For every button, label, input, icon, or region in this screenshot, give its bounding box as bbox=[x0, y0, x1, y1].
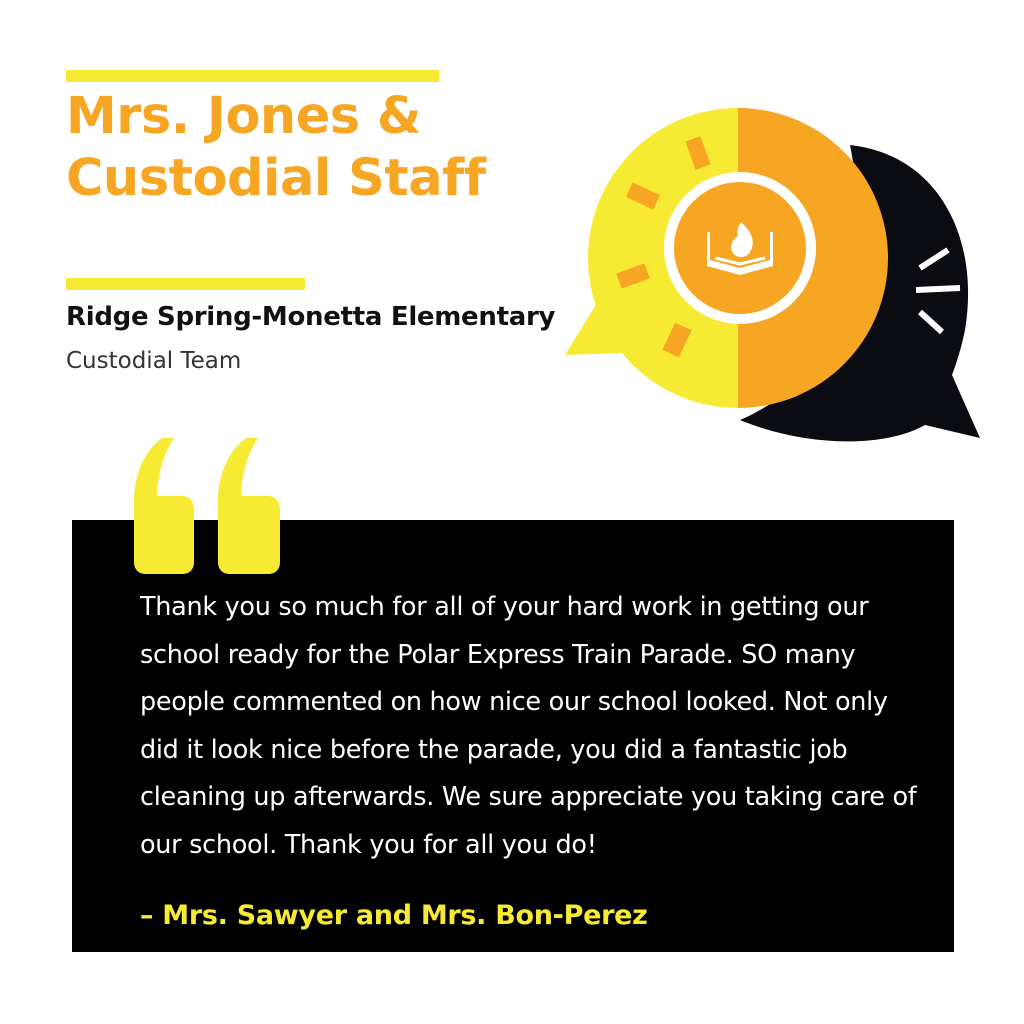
quote-attribution: – Mrs. Sawyer and Mrs. Bon-Perez bbox=[140, 900, 648, 931]
book-flame-logo-icon bbox=[560, 100, 990, 450]
sparkle-line bbox=[916, 288, 960, 290]
page-title: Mrs. Jones & Custodial Staff bbox=[66, 87, 486, 208]
title-bottom-bar bbox=[66, 278, 305, 290]
quotation-mark-icon bbox=[130, 436, 290, 576]
school-name: Ridge Spring-Monetta Elementary bbox=[66, 302, 556, 332]
quote-text: Thank you so much for all of your hard work in getting our school ready for the Polar Express Train Parade. SO many people commented on how nice our school looked. Not only did it look nice before the parade, you did a fantastic job cleaning up afterwards. We sure appreciate you taking care of our school. Thank you for all you do! bbox=[140, 592, 917, 860]
title-top-bar bbox=[66, 70, 439, 82]
team-name: Custodial Team bbox=[66, 348, 242, 374]
